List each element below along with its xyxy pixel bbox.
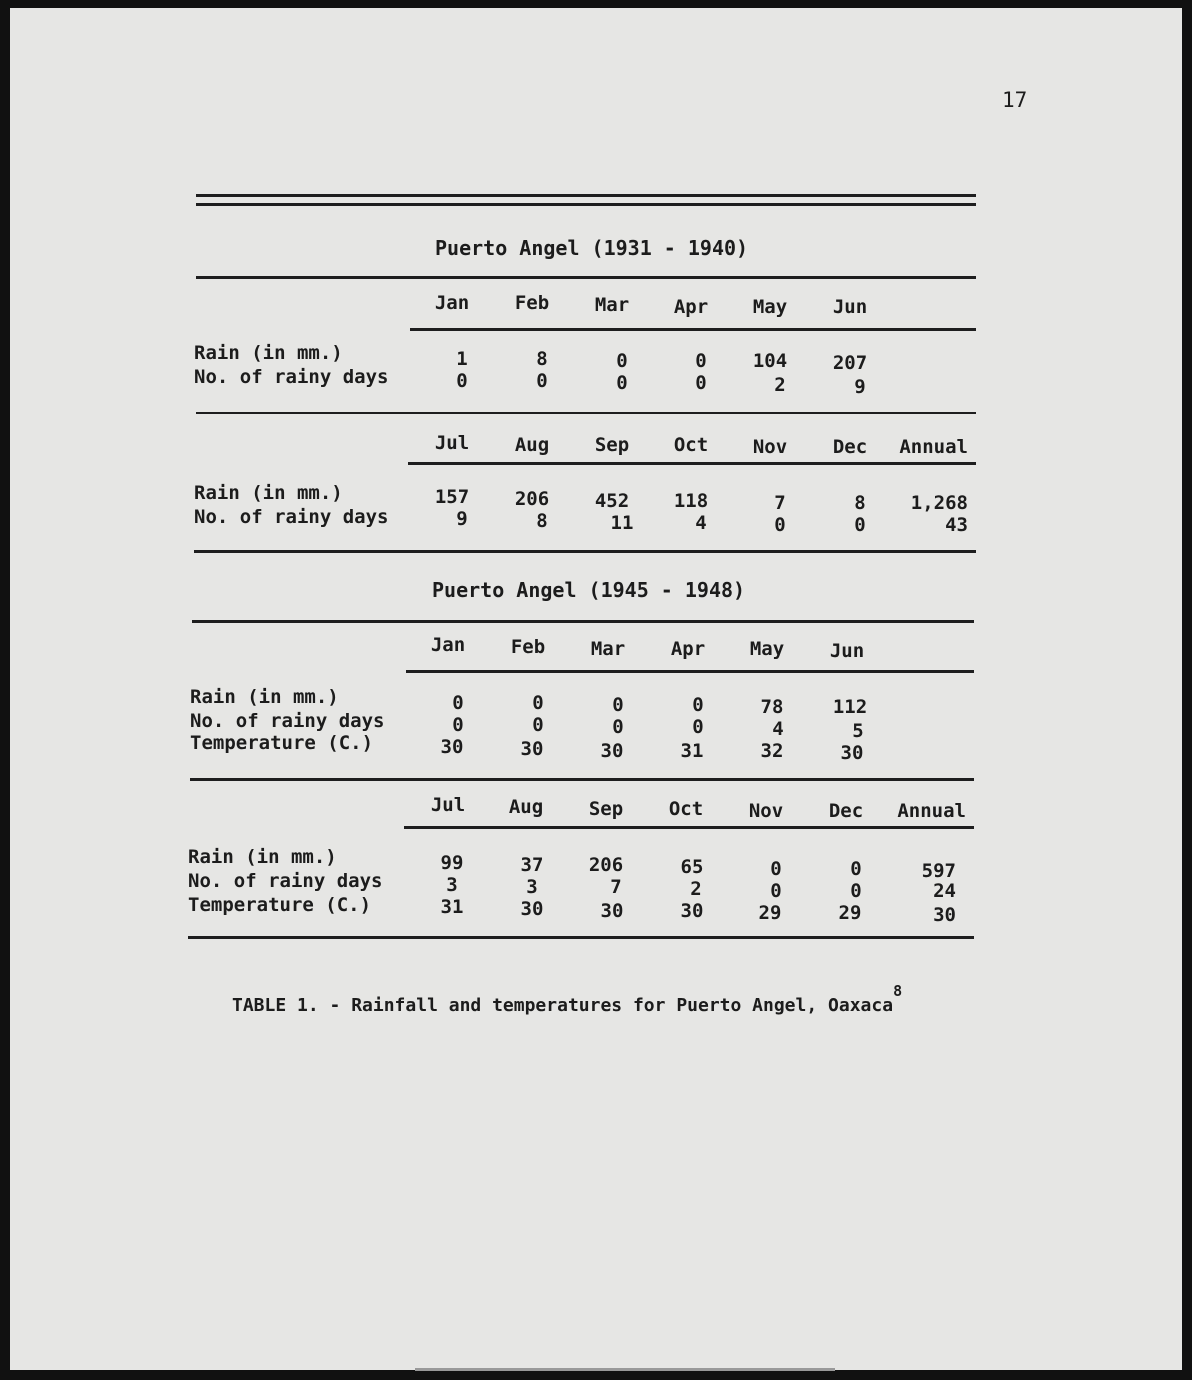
table-cell: 112 (832, 696, 868, 718)
month-header: Jun (832, 296, 868, 318)
top-rule (196, 203, 976, 206)
table-cell: 9 (854, 376, 866, 398)
month-header: Jul (434, 432, 470, 454)
header-rule (408, 462, 976, 465)
table-cell: 7 (610, 876, 622, 898)
month-header: Dec (828, 800, 864, 822)
table-cell: 31 (680, 740, 704, 762)
table-cell: 37 (520, 854, 544, 876)
table-cell: 11 (610, 512, 634, 534)
month-header: Jan (434, 292, 470, 314)
table-cell: 0 (536, 370, 548, 392)
table-cell: 0 (612, 716, 624, 738)
table-cell: 0 (850, 880, 862, 902)
table-cell: 0 (532, 714, 544, 736)
table-cell: 9 (456, 508, 468, 530)
annual-cell: 43 (945, 514, 968, 536)
table-cell: 0 (612, 694, 624, 716)
row-label: No. of rainy days (188, 870, 383, 892)
table-cell: 3 (446, 874, 458, 896)
annual-cell: 24 (933, 880, 956, 902)
table-cell: 8 (854, 492, 866, 514)
table-cell: 0 (695, 350, 707, 372)
table-cell: 0 (456, 370, 468, 392)
month-header: Feb (510, 636, 546, 658)
header-rule (404, 826, 974, 829)
section-end-rule (194, 550, 976, 553)
table-cell: 31 (440, 896, 464, 918)
annual-cell: 597 (921, 860, 956, 882)
scan-edge-mark (415, 1368, 835, 1371)
table-cell: 5 (852, 720, 864, 742)
month-header: Nov (748, 800, 784, 822)
table-cell: 29 (838, 902, 862, 924)
table-cell: 0 (616, 372, 628, 394)
month-header: Jul (430, 794, 466, 816)
table-cell: 0 (452, 714, 464, 736)
month-header: Sep (588, 798, 624, 820)
month-header: Sep (594, 434, 630, 456)
month-header: Dec (832, 436, 868, 458)
caption-text: TABLE 1. - Rainfall and temperatures for Puerto Angel, Oaxaca (232, 995, 894, 1016)
table-cell: 29 (758, 902, 782, 924)
table-cell: 0 (850, 858, 862, 880)
month-header: May (749, 638, 785, 660)
row-label: No. of rainy days (190, 710, 385, 732)
table-cell: 0 (692, 716, 704, 738)
month-header: Aug (514, 434, 550, 456)
table-cell: 30 (680, 900, 704, 922)
row-label: Rain (in mm.) (188, 846, 337, 868)
section-rule (196, 276, 976, 279)
month-header: Oct (673, 434, 709, 456)
annual-header: Annual (897, 800, 966, 822)
table-cell: 104 (752, 350, 788, 372)
table-cell: 157 (434, 486, 470, 508)
footnote-marker: 8 (893, 982, 903, 1000)
month-header: Feb (514, 292, 550, 314)
row-rule (190, 778, 974, 781)
table-cell: 0 (854, 514, 866, 536)
row-label: Temperature (C.) (190, 732, 374, 754)
section-title: Puerto Angel (1931 - 1940) (435, 236, 749, 260)
table-cell: 207 (832, 352, 868, 374)
table-cell: 0 (774, 514, 786, 536)
table-cell: 2 (774, 374, 786, 396)
month-header: May (752, 296, 788, 318)
table-cell: 0 (770, 880, 782, 902)
table-cell: 0 (532, 692, 544, 714)
table-cell: 8 (536, 348, 548, 370)
table-cell: 30 (520, 738, 544, 760)
table-cell: 30 (440, 736, 464, 758)
month-header: Apr (670, 638, 706, 660)
table-cell: 118 (673, 490, 709, 512)
table-cell: 0 (695, 372, 707, 394)
table-cell: 78 (760, 696, 784, 718)
row-label: Temperature (C.) (188, 894, 372, 916)
header-rule (406, 670, 974, 673)
row-label: No. of rainy days (194, 506, 389, 528)
annual-cell: 1,268 (910, 492, 968, 514)
table-cell: 2 (690, 878, 702, 900)
table-cell: 99 (440, 852, 464, 874)
month-header: Oct (668, 798, 704, 820)
table-cell: 0 (770, 858, 782, 880)
table-caption (232, 982, 903, 1016)
table-cell: 1 (456, 348, 468, 370)
table-cell: 32 (760, 740, 784, 762)
table-cell: 8 (536, 510, 548, 532)
section-rule (192, 620, 974, 623)
month-header: Nov (752, 436, 788, 458)
table-cell: 452 (594, 490, 630, 512)
table-cell: 206 (514, 488, 550, 510)
header-rule (410, 328, 976, 331)
table-cell: 0 (692, 694, 704, 716)
annual-cell: 30 (933, 904, 956, 926)
row-label: Rain (in mm.) (194, 482, 343, 504)
month-header: Jan (430, 634, 466, 656)
table-cell: 0 (616, 350, 628, 372)
table-cell: 4 (772, 718, 784, 740)
top-rule (196, 194, 976, 197)
month-header: Mar (594, 294, 630, 316)
table-cell: 30 (600, 900, 624, 922)
table-cell: 206 (588, 854, 624, 876)
month-header: Mar (590, 638, 626, 660)
month-header: Aug (508, 796, 544, 818)
row-label: No. of rainy days (194, 366, 389, 388)
table-cell: 30 (520, 898, 544, 920)
row-label: Rain (in mm.) (190, 686, 339, 708)
month-header: Apr (673, 296, 709, 318)
table-cell: 0 (452, 692, 464, 714)
table-bottom-rule (188, 936, 974, 939)
row-label: Rain (in mm.) (194, 342, 343, 364)
table-cell: 65 (680, 856, 704, 878)
month-header: Jun (829, 640, 865, 662)
row-rule (196, 412, 976, 414)
table-cell: 7 (774, 492, 786, 514)
table-cell: 4 (695, 512, 707, 534)
section-title: Puerto Angel (1945 - 1948) (432, 578, 746, 602)
page-number: 17 (1002, 88, 1028, 112)
table-cell: 30 (600, 740, 624, 762)
table-cell: 30 (840, 742, 864, 764)
table-cell: 3 (526, 876, 538, 898)
annual-header: Annual (899, 436, 968, 458)
document-page (10, 8, 1182, 1370)
